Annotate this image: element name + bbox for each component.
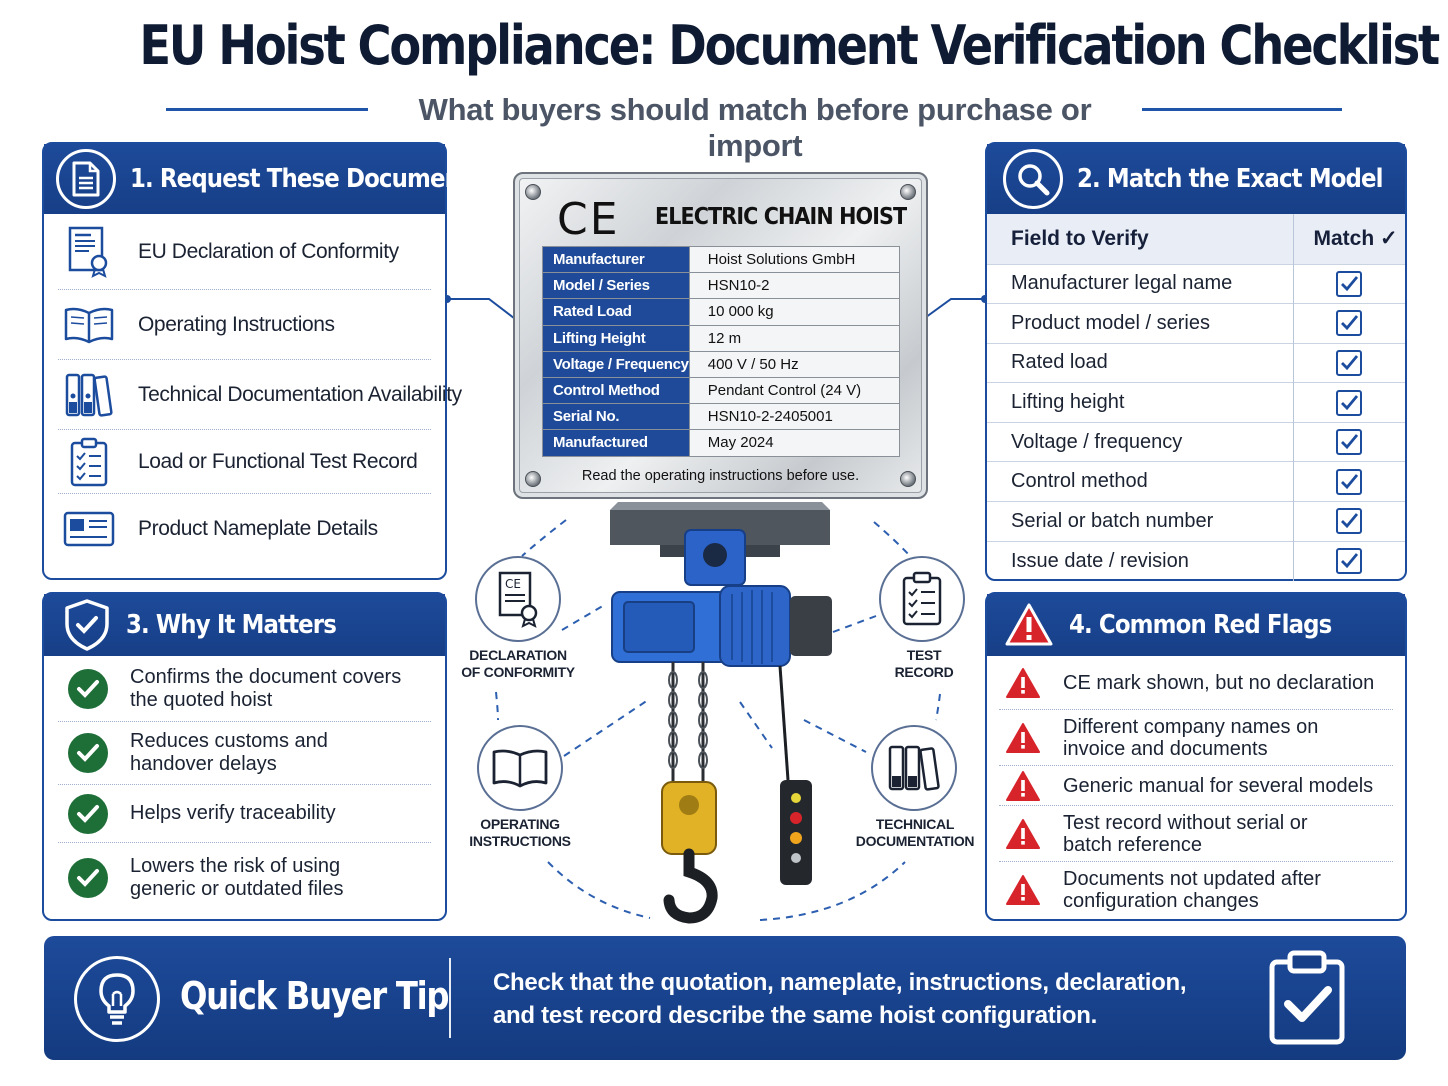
spec-key: Voltage / Frequency	[543, 351, 690, 377]
field-cell: Lifting height	[987, 383, 1293, 423]
list-item	[999, 862, 1393, 918]
warning-icon	[1005, 818, 1041, 850]
why-it-matters-panel	[42, 592, 447, 921]
warning-icon	[1005, 770, 1041, 802]
open-book-icon	[58, 305, 120, 345]
table-row	[987, 304, 1405, 344]
spec-key: Rated Load	[543, 299, 690, 325]
spec-key: Lifting Height	[543, 325, 690, 351]
list-item	[999, 806, 1393, 862]
spec-value: 12 m	[689, 325, 899, 351]
declaration-certificate-icon	[495, 570, 541, 628]
flag-text: Generic manual for several models	[1063, 774, 1374, 797]
match-model-header	[987, 144, 1405, 214]
field-cell: Manufacturer legal name	[987, 264, 1293, 304]
list-item	[58, 843, 431, 913]
technical-documentation-binders-icon	[887, 744, 941, 792]
nameplate-note: Read the operating instructions before use.	[581, 468, 860, 484]
column-header-field: Field to Verify	[987, 214, 1293, 264]
table-row	[987, 422, 1405, 462]
checkbox-checked[interactable]	[1336, 469, 1362, 495]
nameplate-title: ELECTRIC CHAIN HOIST	[655, 204, 907, 230]
table-row	[987, 383, 1405, 423]
field-cell: Voltage / frequency	[987, 422, 1293, 462]
list-item	[58, 722, 431, 785]
page-subtitle: What buyers should match before purchase or import	[418, 92, 1092, 163]
check-circle-icon	[68, 733, 108, 773]
why-it-matters-title: 3. Why It Matters	[126, 610, 336, 640]
table-row	[543, 351, 900, 377]
match-model-title: 2. Match the Exact Model	[1077, 164, 1383, 194]
spec-key: Serial No.	[543, 404, 690, 430]
list-item	[58, 656, 431, 722]
quick-buyer-tip-banner	[44, 936, 1406, 1060]
screw-icon	[900, 184, 916, 200]
field-cell: Rated load	[987, 343, 1293, 383]
checkbox-checked[interactable]	[1336, 390, 1362, 416]
doc-label: Product Nameplate Details	[138, 517, 378, 540]
table-row	[543, 247, 900, 273]
doc-label: Operating Instructions	[138, 312, 335, 336]
nameplate-spec-table	[542, 246, 900, 457]
clipboard-checklist-icon	[58, 437, 120, 487]
table-row	[543, 325, 900, 351]
page-title: EU Hoist Compliance: Document Verification Checklist	[139, 14, 1439, 77]
why-it-matters-header	[44, 594, 445, 656]
warning-icon	[1005, 667, 1041, 699]
table-row	[543, 404, 900, 430]
technical-documentation-circle	[871, 725, 957, 811]
checkbox-checked[interactable]	[1336, 271, 1362, 297]
table-row	[543, 299, 900, 325]
test-record-circle	[879, 556, 965, 642]
declaration-circle	[475, 556, 561, 642]
test-record-clipboard-icon	[900, 571, 944, 627]
request-documents-panel	[42, 142, 483, 580]
list-item	[58, 785, 431, 843]
list-item	[58, 290, 431, 360]
spec-key: Control Method	[543, 377, 690, 403]
certificate-icon	[58, 226, 120, 278]
flag-text: Test record without serial or batch reference	[1063, 811, 1308, 856]
why-text: Reduces customs and handover delays	[130, 730, 328, 775]
test-record-label: TEST RECORD	[894, 647, 954, 680]
field-cell: Product model / series	[987, 304, 1293, 344]
checkbox-checked[interactable]	[1336, 548, 1362, 574]
tip-divider	[449, 958, 451, 1038]
list-item	[58, 430, 431, 494]
document-icon	[56, 149, 116, 209]
spec-value: Hoist Solutions GmbH	[689, 247, 899, 273]
list-item	[999, 766, 1393, 806]
doc-label: EU Declaration of Conformity	[138, 239, 399, 263]
match-model-panel	[985, 142, 1407, 581]
hoist-nameplate	[513, 172, 928, 499]
list-item	[58, 214, 431, 290]
red-flags-title: 4. Common Red Flags	[1069, 610, 1332, 640]
doc-label: Technical Documentation Availability	[138, 382, 462, 406]
tip-title: Quick Buyer Tip	[180, 974, 449, 1018]
nameplate-card-icon	[58, 510, 120, 548]
red-flags-header	[987, 594, 1405, 656]
table-row	[543, 430, 900, 456]
match-table	[987, 214, 1405, 581]
table-row	[987, 541, 1405, 581]
table-row	[543, 273, 900, 299]
tip-text: Check that the quotation, nameplate, instructions, declaration, and test record describe the same hoist configuration.	[493, 969, 1187, 1029]
why-text: Helps verify traceability	[130, 802, 336, 824]
field-cell: Control method	[987, 462, 1293, 502]
request-documents-header	[44, 144, 483, 214]
table-row	[543, 377, 900, 403]
spec-key: Manufacturer	[543, 247, 690, 273]
field-cell: Issue date / revision	[987, 541, 1293, 581]
checkbox-checked[interactable]	[1336, 310, 1362, 336]
electric-chain-hoist-illustration	[590, 500, 850, 925]
operating-instructions-circle	[477, 725, 563, 811]
request-documents-title: 1. Request These Documents	[130, 164, 483, 194]
magnifier-icon	[1003, 149, 1063, 209]
flag-text: Documents not updated after configuration changes	[1063, 868, 1321, 912]
table-row	[987, 264, 1405, 304]
warning-icon	[1005, 722, 1041, 754]
spec-key: Manufactured	[543, 430, 690, 456]
list-item	[999, 710, 1393, 766]
doc-label: Load or Functional Test Record	[138, 449, 418, 473]
warning-triangle-icon	[1003, 600, 1055, 650]
shield-check-icon	[62, 598, 112, 652]
screw-icon	[525, 184, 541, 200]
operating-instructions-book-icon	[491, 747, 549, 789]
binders-icon	[58, 372, 120, 418]
svg-text:CE: CE	[505, 577, 521, 591]
list-item	[999, 656, 1393, 710]
declaration-label: DECLARATION OF CONFORMITY	[461, 647, 575, 680]
table-row	[987, 343, 1405, 383]
spec-value: HSN10-2	[689, 273, 899, 299]
why-text: Lowers the risk of using generic or outdated files	[130, 855, 344, 900]
list-item	[58, 494, 431, 564]
lightbulb-icon	[74, 956, 160, 1042]
list-item	[58, 360, 462, 430]
check-circle-icon	[68, 858, 108, 898]
why-text: Confirms the document covers the quoted hoist	[130, 665, 402, 711]
red-flags-panel	[985, 592, 1407, 921]
table-row	[987, 462, 1405, 502]
table-row	[987, 502, 1405, 542]
spec-value: Pendant Control (24 V)	[689, 377, 899, 403]
checkbox-checked[interactable]	[1336, 508, 1362, 534]
flag-text: CE mark shown, but no declaration	[1063, 671, 1375, 694]
warning-icon	[1005, 874, 1041, 906]
flag-text: Different company names on invoice and documents	[1063, 715, 1319, 760]
spec-value: 400 V / 50 Hz	[689, 351, 899, 377]
spec-value: May 2024	[689, 430, 899, 456]
check-circle-icon	[68, 669, 108, 709]
checkbox-checked[interactable]	[1336, 350, 1362, 376]
spec-key: Model / Series	[543, 273, 690, 299]
table-header-row	[987, 214, 1405, 264]
column-header-match: Match ✓	[1293, 214, 1405, 264]
ce-mark: CE	[557, 194, 620, 245]
clipboard-check-icon	[1266, 948, 1348, 1051]
field-cell: Serial or batch number	[987, 502, 1293, 542]
technical-documentation-label: TECHNICAL DOCUMENTATION	[855, 816, 975, 849]
spec-value: 10 000 kg	[689, 299, 899, 325]
checkbox-checked[interactable]	[1336, 429, 1362, 455]
spec-value: HSN10-2-2405001	[689, 404, 899, 430]
check-circle-icon	[68, 794, 108, 834]
operating-instructions-label: OPERATING INSTRUCTIONS	[469, 816, 571, 849]
